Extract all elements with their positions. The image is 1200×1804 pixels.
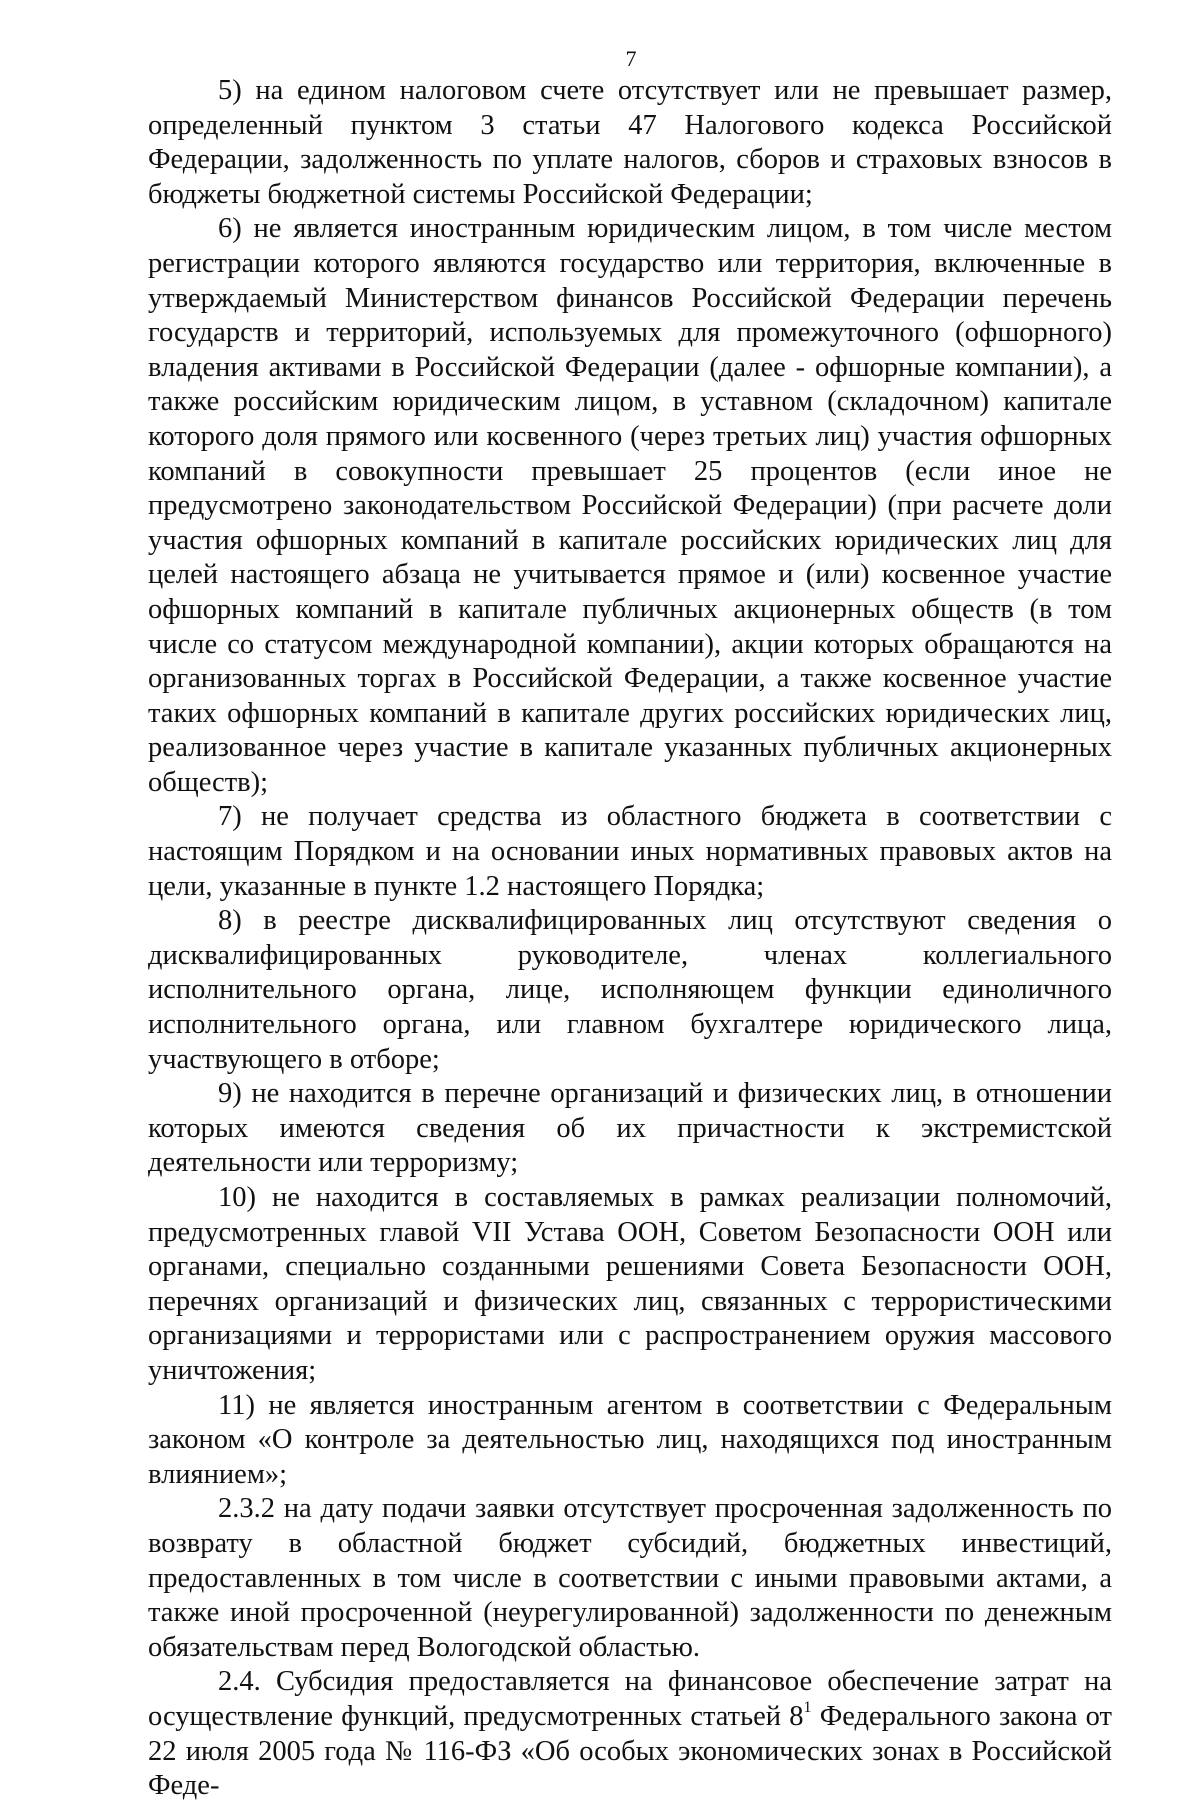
paragraph-2-4-part1: 2.4. Субсидия предоставляется на финансовое обеспечение затрат на осуществление функций, предусмотренных статьей 8 [148, 1666, 1112, 1732]
paragraph-item-11: 11) не является иностранным агентом в соответствии с Федеральным законом «О контроле за деятельностью лиц, находящихся под иностранным влиянием»; [148, 1389, 1112, 1490]
page-number: 7 [625, 46, 637, 71]
document-body [148, 74, 1112, 1804]
paragraph-item-7: 7) не получает средства из областного бюджета в соответствии с настоящим Порядком и на основании иных нормативных правовых актов на цели, указанные в пункте 1.2 настоящего Порядка; [148, 801, 1112, 902]
paragraph-2-3-2: 2.3.2 на дату подачи заявки отсутствует просроченная задолженность по возврату в областной бюджет субсидий, бюджетных инвестиций, предоставленных в том числе в соответствии с иными правовыми актами, а также иной просроченной (неурегулированной) задолженности по денежным обязательствам перед Вологодской областью. [148, 1493, 1112, 1663]
article-superscript: 1 [803, 1699, 812, 1717]
paragraph-item-6: 6) не является иностранным юридическим лицом, в том числе местом регистрации которого являются государство или территория, включенные в утверждаемый Министерством финансов Российской Федерации перечень государств и территорий, используемых для промежуточного (офшорного) владения активами в Российской Федерации (далее - офшорные компании), а также российским юридическим лицом, в уставном (складочном) капитале которого доля прямого или косвенного (через третьих лиц) участия офшорных компаний в совокупности превышает 25 процентов (если иное не предусмотрено законодательством Российской Федерации) (при расчете доли участия офшорных компаний в капитале российских юридических лиц для целей настоящего абзаца не учитывается прямое и (или) косвенное участие офшорных компаний в капитале публичных акционерных обществ (в том числе со статусом международной компании), акции которых обращаются на организованных торгах в Российской Федерации, а также косвенное участие таких офшорных компаний в капитале других российских юридических лиц, реализованное через участие в капитале указанных публичных акционерных обществ); [148, 213, 1112, 798]
paragraph-item-8: 8) в реестре дисквалифицированных лиц отсутствуют сведения о дисквалифицированных руководителе, членах коллегиального исполнительного органа, лице, исполняющем функции единоличного исполнительного органа, или главном бухгалтере юридического лица, участвующего в отборе; [148, 905, 1112, 1075]
paragraph-item-5: 5) на едином налоговом счете отсутствует или не превышает размер, определенный пунктом 3 статьи 47 Налогового кодекса Российской Федерации, задолженность по уплате налогов, сборов и страховых взносов в бюджеты бюджетной системы Российской Федерации; [148, 75, 1112, 210]
paragraph-2-4-part2: Федерального закона от 22 июля 2005 года № 116-ФЗ «Об особых экономических зонах в Российской Феде- [148, 1700, 1112, 1802]
paragraph-2-4 [148, 1665, 1112, 1803]
paragraph-item-9: 9) не находится в перечне организаций и физических лиц, в отношении которых имеются сведения об их причастности к экстремистской деятельности или терроризму; [148, 1078, 1112, 1179]
paragraph-item-10: 10) не находится в составляемых в рамках реализации полномочий, предусмотренных главой VII Устава ООН, Советом Безопасности ООН или органами, специально созданными решениями Совета Безопасности ООН, перечнях организаций и физических лиц, связанных с террористическими организациями и террористами или с распространением оружия массового уничтожения; [148, 1182, 1112, 1386]
